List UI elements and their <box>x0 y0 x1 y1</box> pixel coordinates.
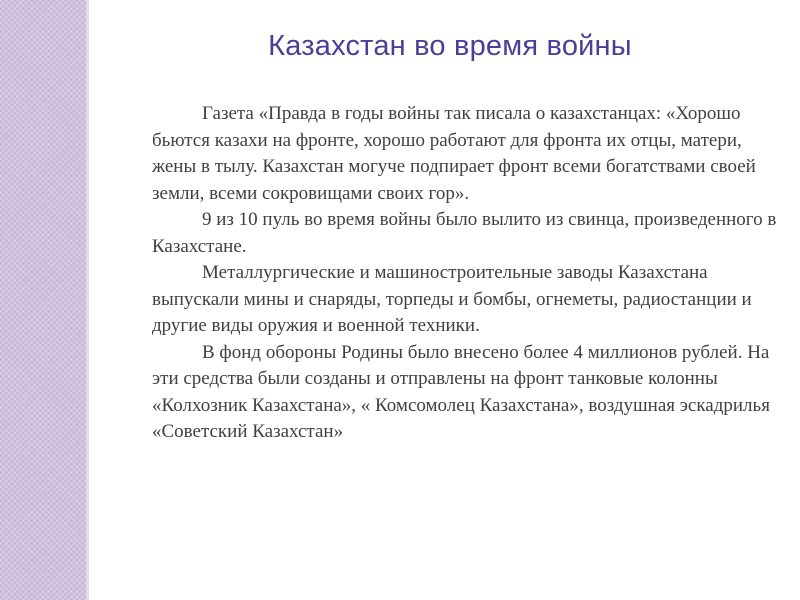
decorative-side-bar <box>0 0 86 600</box>
paragraph-bullets-lead: 9 из 10 пуль во время войны было вылито из свинца, произведенного в Казахстане. <box>152 209 777 257</box>
side-divider-line <box>89 0 90 600</box>
paragraph-defense-fund: В фонд обороны Родины было внесено более 4 миллионов рублей. На эти средства были созданы и отправлены на фронт танковые колонны «Колхозник Казахстана», « Комсомолец Казахстана», воздушная эскадрилья «Советский Казахстан» <box>152 341 770 442</box>
paragraph-pravda-quote: Газета «Правда в годы войны так писала о казахстанцах: «Хорошо бьются казахи на фронте, хорошо работают для фронта их отцы, матери, жены в тылу. Казахстан могуче подпирает фронт всеми богатствами своей земли, всеми сокровищами своих гор». <box>152 103 756 204</box>
slide-body <box>152 101 782 446</box>
paragraph-factories: Металлургические и машиностроительные заводы Казахстана выпускали мины и снаряды, торпеды и бомбы, огнеметы, радиостанции и другие виды оружия и военной техники. <box>152 262 752 336</box>
slide-title: Казахстан во время войны <box>268 30 632 62</box>
